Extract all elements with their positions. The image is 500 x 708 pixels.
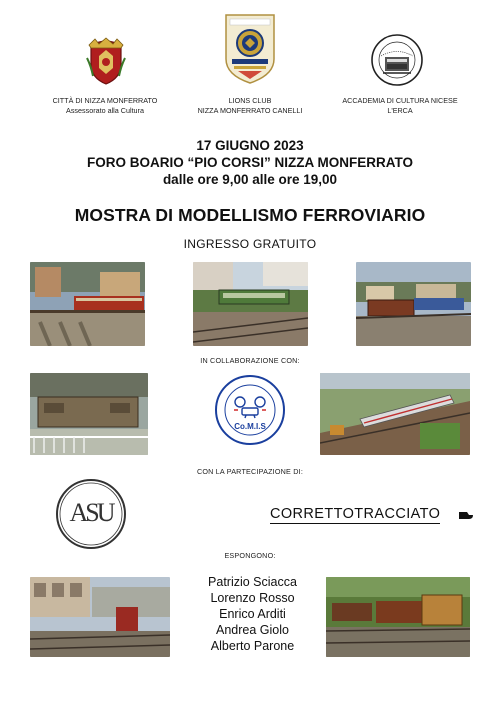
- exhibitor-name: Alberto Parone: [210, 639, 295, 653]
- train-arrow-icon: [459, 511, 473, 521]
- participation-label: CON LA PARTECIPAZIONE DI:: [196, 467, 304, 476]
- photo-old-locomotive: [30, 373, 148, 455]
- comis-logo-icon: [214, 374, 286, 446]
- collaboration-label: IN COLLABORAZIONE CON:: [200, 356, 300, 365]
- exhibitor-name: Lorenzo Rosso: [210, 591, 295, 605]
- city-coat-of-arms-icon: [85, 36, 127, 86]
- corretto-tracciato-text: CORRETTOTRACCIATO: [270, 506, 441, 522]
- exhibitor-name: Enrico Arditi: [219, 607, 286, 621]
- exhibitors-label: ESPONGONO:: [224, 551, 276, 560]
- photo-station-scene: [30, 577, 170, 657]
- event-hours: dalle ore 9,00 alle ore 19,00: [162, 172, 338, 187]
- city-logo-line2: Assessorato alla Cultura: [66, 105, 144, 115]
- photo-green-carriage: [193, 262, 308, 346]
- city-logo-line1: CITTÀ DI NIZZA MONFERRATO: [52, 96, 158, 105]
- exhibitor-name: Patrizio Sciacca: [208, 575, 297, 589]
- city-logo: [85, 36, 127, 86]
- academy-logo-line2: L'ERCA: [387, 105, 413, 115]
- event-date: 17 GIUGNO 2023: [196, 138, 304, 153]
- asu-logo: [55, 478, 127, 550]
- comis-badge-text: Co.M.I.S: [234, 422, 266, 431]
- exhibitor-name: Andrea Giolo: [216, 623, 289, 637]
- photo-train-viaduct: [30, 262, 145, 346]
- academy-logo: [370, 33, 424, 87]
- photo-commuter-train: [320, 373, 470, 455]
- academy-logo-line1: ACCADEMIA DI CULTURA NICESE: [342, 96, 458, 105]
- admission-text: INGRESSO GRATUITO: [183, 237, 317, 251]
- event-venue: FORO BOARIO “PIO CORSI” NIZZA MONFERRATO: [87, 155, 413, 170]
- photo-brown-locomotive: [356, 262, 471, 346]
- event-title: MOSTRA DI MODELLISMO FERROVIARIO: [74, 205, 426, 225]
- academy-seal-icon: [370, 33, 424, 87]
- photo-freight-wagons: [326, 577, 470, 657]
- lions-logo-line2: NIZZA MONFERRATO CANELLI: [197, 105, 303, 115]
- corretto-tracciato-logo: [270, 505, 475, 529]
- comis-badge: [214, 374, 286, 446]
- lions-club-shield-icon: [224, 13, 276, 85]
- lions-logo: [224, 13, 276, 85]
- lions-logo-line1: LIONS CLUB: [228, 96, 272, 105]
- asu-monogram-text: ASU: [69, 498, 113, 527]
